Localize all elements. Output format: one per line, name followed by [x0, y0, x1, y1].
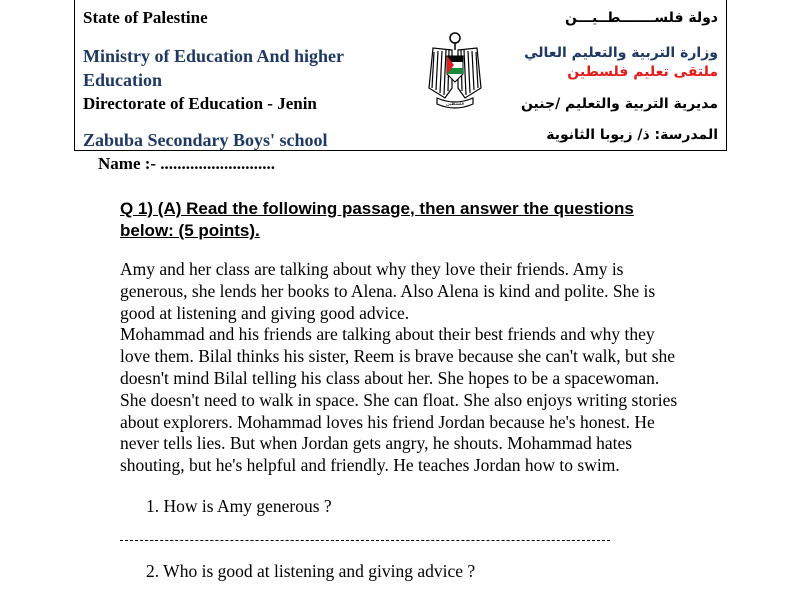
- en-state-title: State of Palestine: [83, 8, 208, 27]
- palestine-eagle-emblem-icon: [425, 28, 485, 112]
- en-school-name: Zabuba Secondary Boys' school: [83, 130, 328, 150]
- en-ministry-title: Ministry of Education And higher Education: [83, 46, 344, 90]
- ar-forum-title: ملتقى تعليم فلسطين: [567, 64, 718, 80]
- answer-line-1: [120, 540, 610, 541]
- passage-paragraph-2: Mohammad and his friends are talking about their best friends and why they love them. Bilal thinks his sister, Reem is brave because she can't walk, but she doesn't mind Bilal telling his class about her. She hopes to be a spacewoman. She doesn't need to walk in space. She can float. She also enjoys writing stories about explorers. Mohammad loves his friend Jordan because he's honest. He never tells lies. But when Jordan gets angry, he shouts. Mohammad hates shouting, but he's helpful and friendly. He teaches Jordan how to swim.: [120, 324, 678, 476]
- en-directorate-title: Directorate of Education - Jenin: [83, 94, 317, 113]
- header-box: [74, 0, 727, 151]
- question-item-1: 1. How is Amy generous ?: [146, 496, 332, 516]
- passage-paragraph-1: Amy and her class are talking about why they love their friends. Amy is generous, she lends her books to Alena. Also Alena is kind and polite. She is good at listening and giving good advice.: [120, 259, 656, 323]
- question-heading: Q 1) (A) Read the following passage, then answer the questions below: (5 points).: [120, 199, 634, 240]
- emblem-scroll-text: فلسطين: [446, 101, 464, 107]
- reading-passage: [120, 259, 680, 477]
- ar-state-title: دولة فلســـــــطــيـــن: [564, 10, 718, 26]
- question-item-2: 2. Who is good at listening and giving advice ?: [146, 561, 476, 581]
- student-name-field: Name :- ...........................: [98, 154, 276, 173]
- ar-ministry-title: وزارة التربية والتعليم العالي: [524, 45, 718, 61]
- ar-school-name: المدرسة: ذ/ زيوبا الثانوية: [546, 127, 718, 143]
- ar-directorate-title: مديرية التربية والتعليم /جنين: [520, 96, 718, 112]
